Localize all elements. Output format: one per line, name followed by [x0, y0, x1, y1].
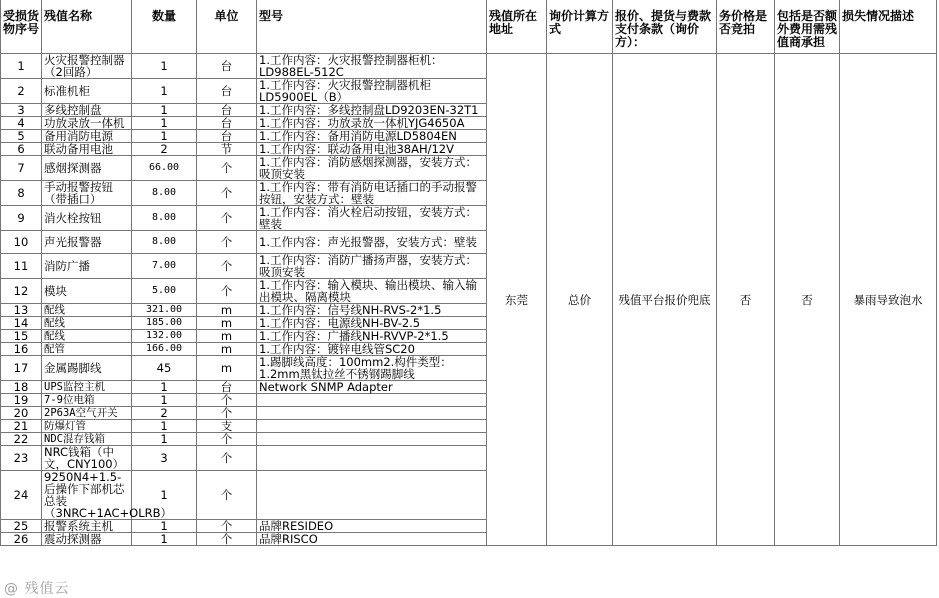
row-qty: 1 — [132, 54, 197, 79]
row-qty: 45 — [132, 356, 197, 381]
row-no: 18 — [1, 381, 42, 394]
row-unit: 个 — [197, 231, 257, 254]
row-unit: 个 — [197, 520, 257, 533]
header-row — [1, 0, 937, 54]
row-no: 10 — [1, 231, 42, 254]
row-no: 15 — [1, 330, 42, 343]
row-unit: 台 — [197, 130, 257, 143]
row-model: 1.工作内容：电源线NH-BV-2.5 — [257, 317, 487, 330]
row-no: 1 — [1, 54, 42, 79]
row-model: 1.工作内容：带有消防电话插口的手动报警按钮，安装方式：壁装 — [257, 181, 487, 206]
row-model: 1.工作内容：备用消防电源LD5804EN — [257, 130, 487, 143]
row-unit: m — [197, 330, 257, 343]
row-unit: 台 — [197, 54, 257, 79]
row-name: 震动探测器 — [42, 533, 132, 546]
row-unit: 台 — [197, 104, 257, 117]
row-unit: 个 — [197, 407, 257, 420]
row-name: 声光报警器 — [42, 231, 132, 254]
row-model: 品牌RESIDEO — [257, 520, 487, 533]
row-unit: m — [197, 356, 257, 381]
row-name: 多线控制盘 — [42, 104, 132, 117]
header-calc: 询价计算方式 — [547, 0, 613, 54]
row-unit: 个 — [197, 394, 257, 407]
row-model: 1.工作内容：声光报警器，安装方式：壁装 — [257, 231, 487, 254]
row-qty: 2 — [132, 143, 197, 156]
row-no: 2 — [1, 79, 42, 104]
header-model: 型号 — [257, 0, 487, 54]
row-model: 1.工作内容：多线控制盘LD9203EN-32T1 — [257, 104, 487, 117]
row-no: 4 — [1, 117, 42, 130]
row-qty: 3 — [132, 446, 197, 471]
row-model: 1.工作内容：信号线NH-RVS-2*1.5 — [257, 304, 487, 317]
row-qty: 321.00 — [132, 304, 197, 317]
row-unit: 个 — [197, 206, 257, 231]
row-qty: 8.00 — [132, 181, 197, 206]
row-model: 1.工作内容：消防感烟探测器，安装方式：吸顶安装 — [257, 156, 487, 181]
row-no: 22 — [1, 433, 42, 446]
row-qty: 2 — [132, 407, 197, 420]
row-unit: 个 — [197, 254, 257, 279]
row-no: 17 — [1, 356, 42, 381]
row-name: 配线 — [42, 304, 132, 317]
cell-bid: 否 — [717, 54, 775, 546]
row-unit: 个 — [197, 446, 257, 471]
row-no: 11 — [1, 254, 42, 279]
row-name: 7-9位电箱 — [42, 394, 132, 407]
row-name: NDC混存钱箱 — [42, 433, 132, 446]
row-model: 1.工作内容：火灾报警控制器柜机：LD988EL-512C — [257, 54, 487, 79]
row-name: 防爆灯管 — [42, 420, 132, 433]
row-qty: 132.00 — [132, 330, 197, 343]
row-name: 功放录放一体机 — [42, 117, 132, 130]
row-qty: 1 — [132, 520, 197, 533]
row-qty: 7.00 — [132, 254, 197, 279]
watermark: @ 残值云 — [4, 581, 70, 597]
row-model: 1.工作内容：输入模块、输出模块、输入输出模块、隔离模块 — [257, 279, 487, 304]
row-no: 26 — [1, 533, 42, 546]
row-model — [257, 446, 487, 471]
row-name: 联动备用电池 — [42, 143, 132, 156]
row-name: 配线 — [42, 317, 132, 330]
row-unit: 支 — [197, 420, 257, 433]
row-no: 16 — [1, 343, 42, 356]
row-name: 模块 — [42, 279, 132, 304]
row-qty: 1 — [132, 471, 197, 520]
row-no: 3 — [1, 104, 42, 117]
row-qty: 166.00 — [132, 343, 197, 356]
row-unit: m — [197, 317, 257, 330]
row-qty: 8.00 — [132, 206, 197, 231]
row-qty: 5.00 — [132, 279, 197, 304]
row-model — [257, 420, 487, 433]
row-model — [257, 471, 487, 520]
row-name: 9250N4+1.5-后操作下部机芯总装（3NRC+1AC+OLRB） — [42, 471, 132, 520]
row-unit: 台 — [197, 117, 257, 130]
row-qty: 1 — [132, 433, 197, 446]
row-no: 13 — [1, 304, 42, 317]
row-unit: 个 — [197, 156, 257, 181]
row-no: 5 — [1, 130, 42, 143]
row-qty: 8.00 — [132, 231, 197, 254]
row-no: 14 — [1, 317, 42, 330]
row-model: 1.工作内容：镀锌电线管SC20 — [257, 343, 487, 356]
row-name: 2P63A空气开关 — [42, 407, 132, 420]
cell-extra: 否 — [775, 54, 840, 546]
header-extra: 包括是否额外费用需残值商承担 — [775, 0, 840, 54]
row-model: 1.工作内容：消防广播扬声器，安装方式：吸顶安装 — [257, 254, 487, 279]
header-payment: 报价、提货与费款支付条款（询价方）： — [613, 0, 717, 54]
row-model: 品牌RISCO — [257, 533, 487, 546]
row-qty: 185.00 — [132, 317, 197, 330]
row-name: 消火栓按钮 — [42, 206, 132, 231]
row-name: 备用消防电源 — [42, 130, 132, 143]
row-qty: 1 — [132, 381, 197, 394]
row-name: 配管 — [42, 343, 132, 356]
row-qty: 1 — [132, 104, 197, 117]
row-name: 配线 — [42, 330, 132, 343]
cell-payment: 残值平台报价兜底 — [613, 54, 717, 546]
row-model: 1.工作内容：联动备用电池38AH/12V — [257, 143, 487, 156]
header-bid: 务价格是否竞拍 — [717, 0, 775, 54]
row-model: 1.工作内容：消火栓启动按钮，安装方式：壁装 — [257, 206, 487, 231]
table-row — [1, 54, 937, 79]
row-name: 火灾报警控制器（2回路） — [42, 54, 132, 79]
header-no: 受损货物序号 — [1, 0, 42, 54]
row-model: 1.工作内容：广播线NH-RVVP-2*1.5 — [257, 330, 487, 343]
header-loss: 损失情况描述 — [840, 0, 937, 54]
row-no: 7 — [1, 156, 42, 181]
cell-loss: 暴雨导致泡水 — [840, 54, 937, 546]
row-model — [257, 433, 487, 446]
row-name: 手动报警按钮（带插口） — [42, 181, 132, 206]
row-unit: 台 — [197, 79, 257, 104]
row-unit: 个 — [197, 433, 257, 446]
row-unit: 个 — [197, 279, 257, 304]
header-qty: 数量 — [132, 0, 197, 54]
cell-calc: 总价 — [547, 54, 613, 546]
row-name: 消防广播 — [42, 254, 132, 279]
row-qty: 1 — [132, 79, 197, 104]
row-qty: 1 — [132, 130, 197, 143]
row-no: 23 — [1, 446, 42, 471]
row-name: 金属踢脚线 — [42, 356, 132, 381]
row-no: 20 — [1, 407, 42, 420]
row-model: 1.工作内容：火灾报警控制器机柜LD5900EL（B） — [257, 79, 487, 104]
row-no: 19 — [1, 394, 42, 407]
row-no: 6 — [1, 143, 42, 156]
row-model — [257, 394, 487, 407]
row-unit: 台 — [197, 381, 257, 394]
row-name: UPS监控主机 — [42, 381, 132, 394]
row-unit: m — [197, 343, 257, 356]
row-model: Network SNMP Adapter — [257, 381, 487, 394]
header-location: 残值所在地址 — [487, 0, 547, 54]
row-unit: 个 — [197, 181, 257, 206]
row-no: 25 — [1, 520, 42, 533]
row-qty: 1 — [132, 533, 197, 546]
header-unit: 单位 — [197, 0, 257, 54]
row-no: 8 — [1, 181, 42, 206]
row-qty: 1 — [132, 394, 197, 407]
row-no: 9 — [1, 206, 42, 231]
row-qty: 66.00 — [132, 156, 197, 181]
row-name: 感烟探测器 — [42, 156, 132, 181]
row-no: 12 — [1, 279, 42, 304]
row-qty: 1 — [132, 420, 197, 433]
row-model — [257, 407, 487, 420]
header-name: 残值名称 — [42, 0, 132, 54]
row-name: NRC钱箱（中文，CNY100） — [42, 446, 132, 471]
cell-location: 东莞 — [487, 54, 547, 546]
row-unit: 节 — [197, 143, 257, 156]
row-unit: 个 — [197, 471, 257, 520]
row-name: 标准机柜 — [42, 79, 132, 104]
row-no: 21 — [1, 420, 42, 433]
row-model: 1.工作内容：功放录放一体机YJG4650A — [257, 117, 487, 130]
row-unit: 个 — [197, 533, 257, 546]
row-unit: m — [197, 304, 257, 317]
row-no: 24 — [1, 471, 42, 520]
row-model: 1.踢脚线高度：100mm2.构件类型：1.2mm黑钛拉丝不锈钢踢脚线 — [257, 356, 487, 381]
row-name: 报警系统主机 — [42, 520, 132, 533]
row-qty: 1 — [132, 117, 197, 130]
